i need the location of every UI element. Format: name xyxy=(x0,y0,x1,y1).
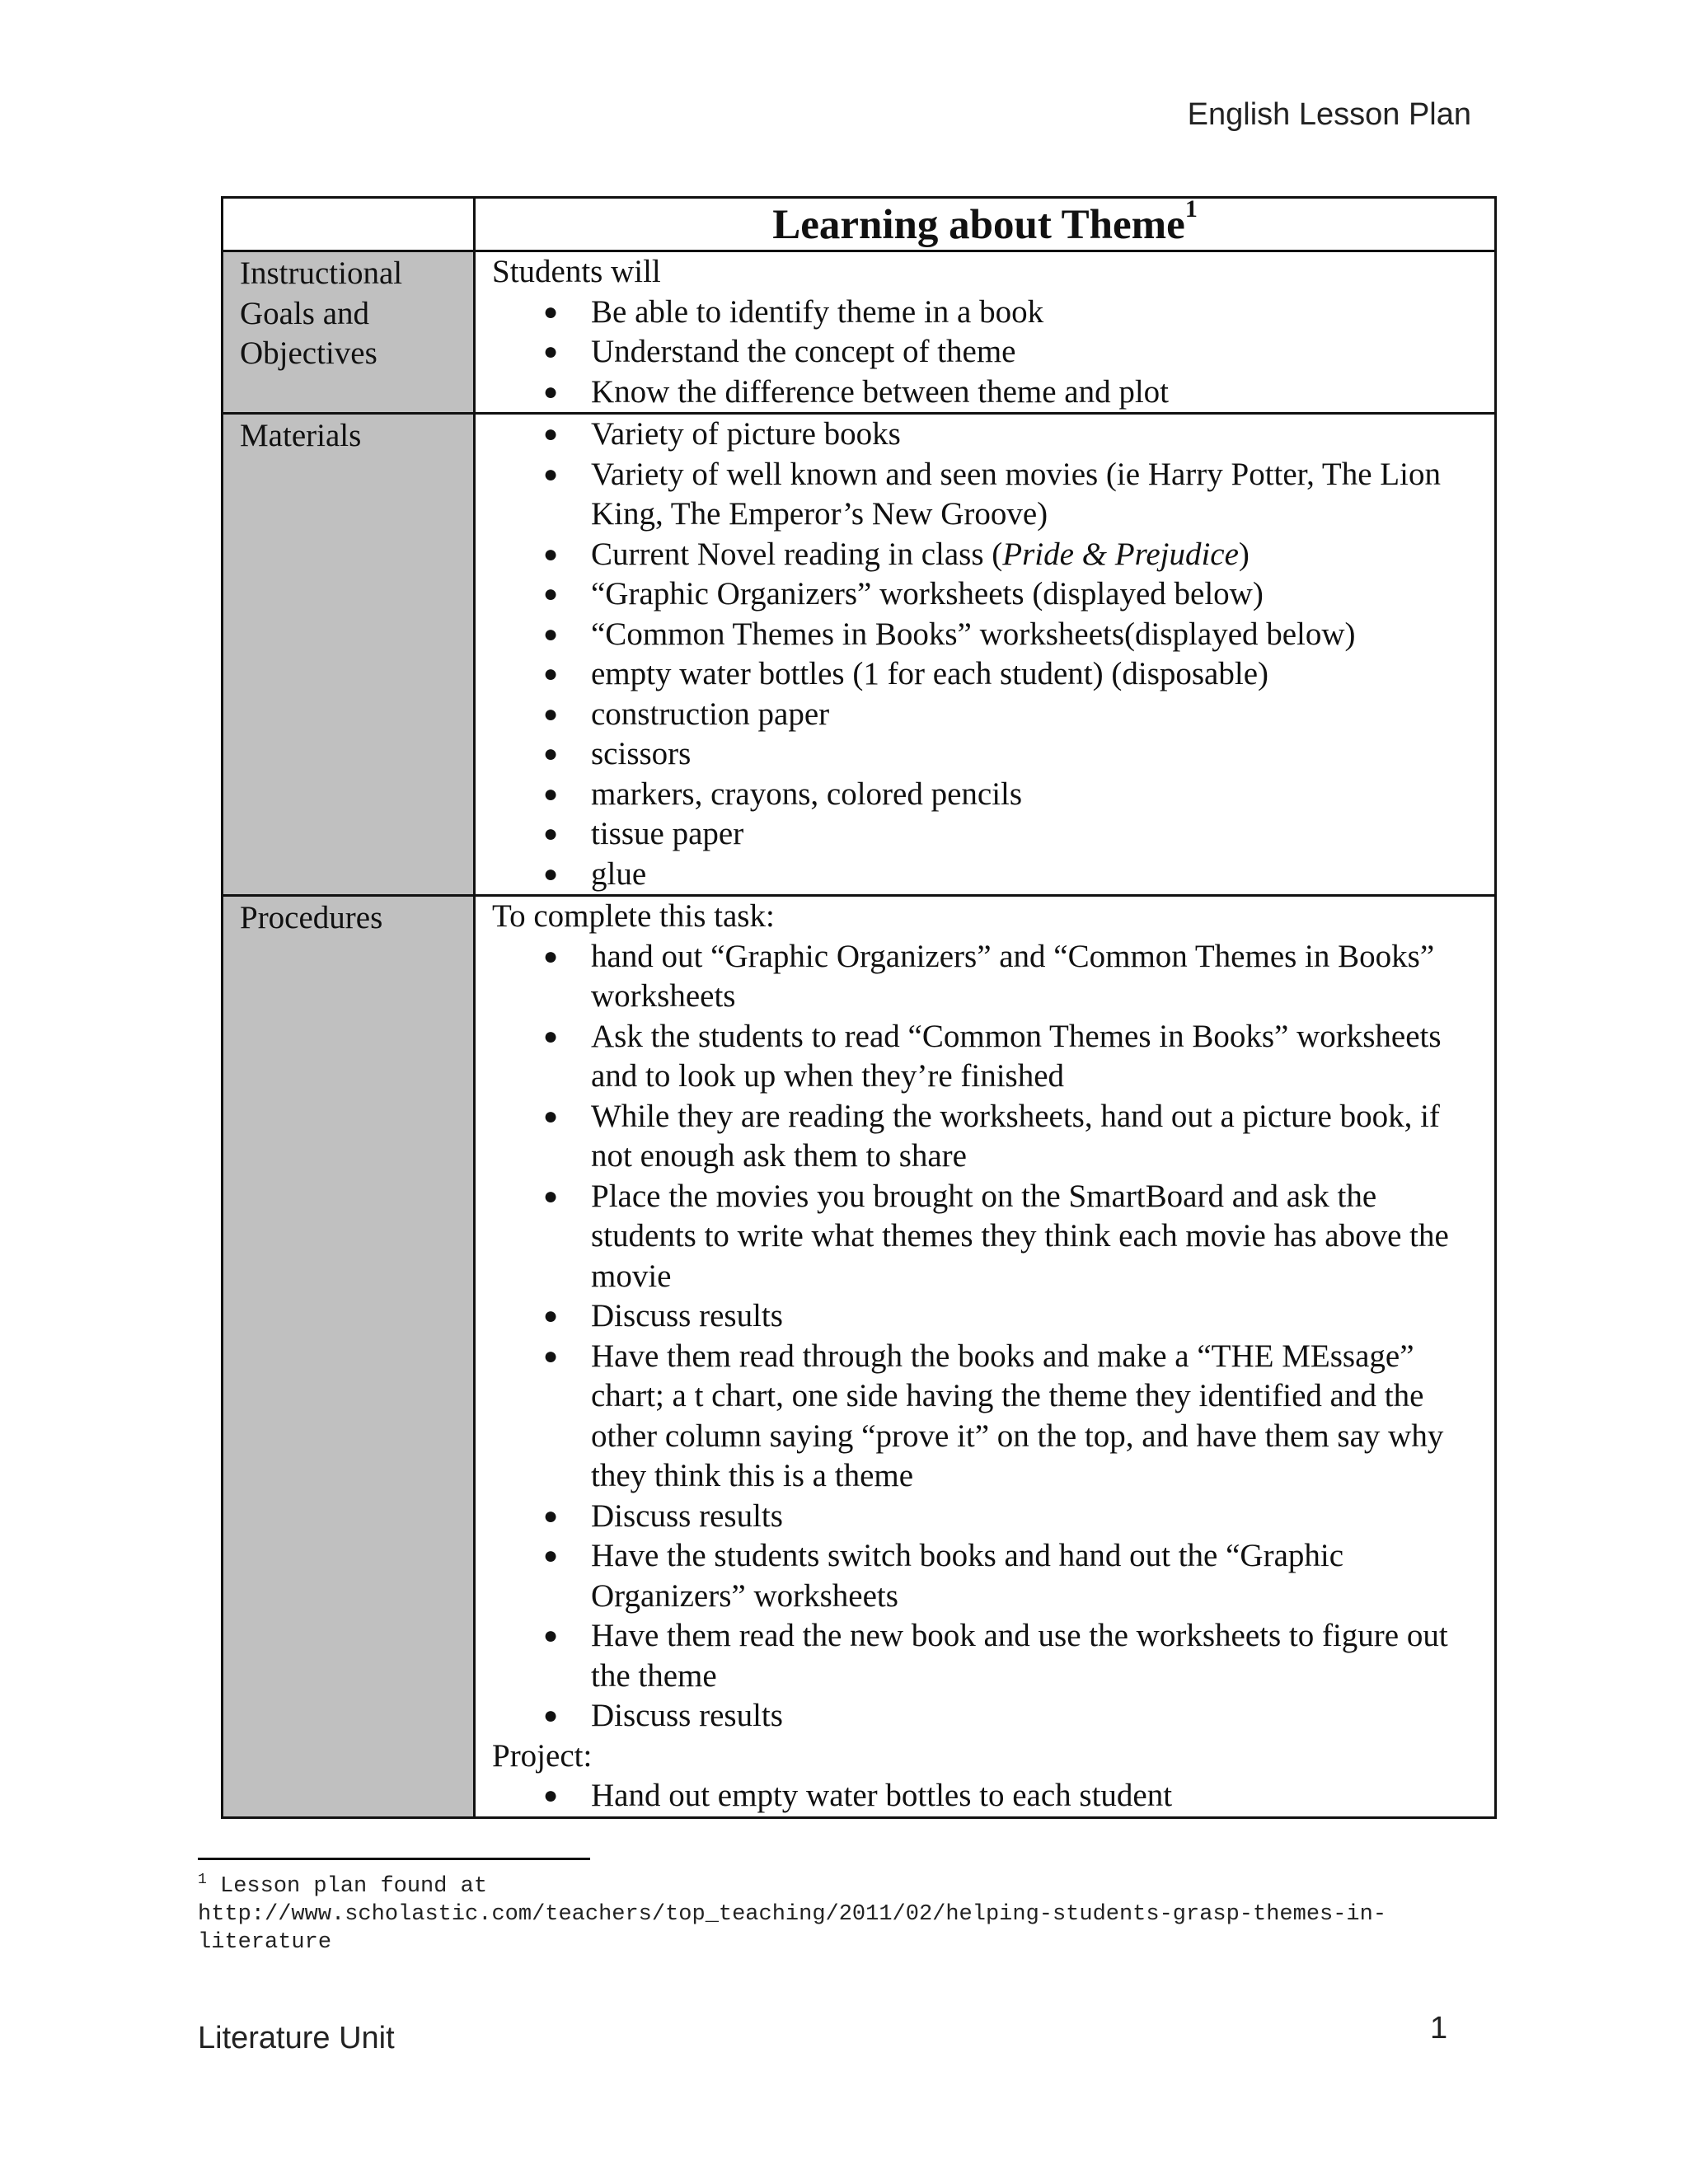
materials-list xyxy=(492,415,1486,894)
list-item: ● markers, crayons, colored pencils xyxy=(492,775,1486,815)
bullet-icon: ● xyxy=(543,660,559,687)
bullet-icon: ● xyxy=(543,1542,559,1569)
bullet-icon: ● xyxy=(543,780,559,808)
procedures-list xyxy=(492,937,1486,1736)
goals-label-cell xyxy=(223,251,475,414)
footnote xyxy=(198,1872,1484,1957)
lesson-title-cell xyxy=(475,195,1496,251)
bullet-icon: ● xyxy=(543,1302,559,1329)
bullet-icon: ● xyxy=(543,580,559,607)
bullet-icon: ● xyxy=(543,1782,559,1809)
list-item: ● empty water bottles (1 for each student) (disposable) xyxy=(492,654,1486,695)
lesson-title: Learning about Theme xyxy=(772,202,1185,248)
list-item: ● scissors xyxy=(492,734,1486,775)
list-item: ● “Graphic Organizers” worksheets (displayed below) xyxy=(492,574,1486,615)
list-item: ● Variety of picture books xyxy=(492,415,1486,455)
goals-label xyxy=(240,254,473,374)
list-item: ● Current Novel reading in class (Pride & Prejudice) xyxy=(492,535,1486,575)
goals-label-line: Objectives xyxy=(240,335,377,371)
bullet-icon: ● xyxy=(543,1622,559,1649)
list-item: ● Place the movies you brought on the SmartBoard and ask the students to write what themes they think each movie has above the movie xyxy=(543,1178,1449,1294)
materials-label: Materials xyxy=(240,418,362,453)
materials-label-cell xyxy=(223,414,475,896)
bullet-icon: ● xyxy=(543,740,559,767)
list-item: ● Variety of well known and seen movies (ie Harry Potter, The Lion King, The Emperor’s New Groove) xyxy=(543,456,1441,532)
bullet-icon: ● xyxy=(543,1182,559,1210)
bullet-icon: ● xyxy=(543,700,559,728)
procedures-label-cell xyxy=(223,896,475,1818)
bullet-icon: ● xyxy=(543,820,559,847)
novel-title: Pride & Prejudice xyxy=(1002,536,1239,572)
list-item: ● Discuss results xyxy=(492,1696,1486,1736)
procedures-label: Procedures xyxy=(240,900,383,935)
title-row xyxy=(223,198,1496,251)
list-item: ● While they are reading the worksheets, hand out a picture book, if not enough ask them to share xyxy=(543,1098,1440,1174)
bullet-icon: ● xyxy=(543,1502,559,1530)
bullet-icon: ● xyxy=(543,1702,559,1729)
bullet-icon: ● xyxy=(543,1342,559,1370)
list-item: ● Discuss results xyxy=(492,1497,1486,1537)
list-item: ● Know the difference between theme and plot xyxy=(492,373,1486,413)
list-item: ● Hand out empty water bottles to each student xyxy=(492,1776,1486,1816)
materials-content-cell xyxy=(475,414,1496,896)
goals-list xyxy=(492,293,1486,413)
list-item: ● glue xyxy=(492,855,1486,895)
procedures-intro: To complete this task: xyxy=(492,898,775,934)
title-footnote-ref[interactable]: 1 xyxy=(1184,195,1198,223)
goals-content-cell xyxy=(475,251,1496,414)
bullet-icon: ● xyxy=(543,338,559,365)
list-item: ● hand out “Graphic Organizers” and “Common Themes in Books” worksheets xyxy=(543,938,1435,1014)
footer-title: Literature Unit xyxy=(198,2021,395,2055)
list-item: ● Understand the concept of theme xyxy=(492,332,1486,373)
bullet-icon: ● xyxy=(543,540,559,568)
list-item: ● Discuss results xyxy=(492,1296,1486,1337)
title-blank-cell xyxy=(223,198,475,251)
footnote-divider xyxy=(198,1858,590,1860)
bullet-icon: ● xyxy=(543,942,559,970)
goals-label-line: Goals and xyxy=(240,295,370,331)
procedures-content-cell xyxy=(475,896,1496,1818)
page-number: 1 xyxy=(1430,2011,1448,2046)
list-item: ● “Common Themes in Books” worksheets(displayed below) xyxy=(492,615,1486,655)
footnote-text: Lesson plan found at xyxy=(220,1874,488,1899)
lesson-plan-table xyxy=(221,196,1497,1819)
running-header: English Lesson Plan xyxy=(1187,97,1471,132)
goals-row xyxy=(223,251,1496,414)
footnote-number: 1 xyxy=(198,1872,207,1888)
footnote-url[interactable]: http://www.scholastic.com/teachers/top_teaching/2011/02/helping-students-grasp-themes-in-literature xyxy=(198,1902,1387,1955)
bullet-icon: ● xyxy=(543,420,559,448)
materials-row xyxy=(223,414,1496,896)
list-item: ● tissue paper xyxy=(492,814,1486,855)
goals-label-line: Instructional xyxy=(240,255,403,291)
project-label: Project: xyxy=(492,1737,593,1774)
list-item: ● Have them read the new book and use the worksheets to figure out the theme xyxy=(543,1618,1448,1694)
list-item: ● Be able to identify theme in a book xyxy=(492,293,1486,333)
bullet-icon: ● xyxy=(543,1022,559,1050)
list-item: ● construction paper xyxy=(492,695,1486,735)
list-item: ● Have the students switch books and hand out the “Graphic Organizers” worksheets xyxy=(543,1538,1344,1614)
project-list xyxy=(492,1776,1486,1816)
bullet-icon: ● xyxy=(543,460,559,488)
bullet-icon: ● xyxy=(543,620,559,648)
bullet-icon: ● xyxy=(543,1102,559,1130)
bullet-icon: ● xyxy=(543,860,559,888)
list-item: ● Have them read through the books and make a “THE MEssage” chart; a t chart, one side having the theme they identified and the other column saying “prove it” on the top, and have them say why they think this is a theme xyxy=(543,1338,1444,1493)
goals-intro: Students will xyxy=(492,254,661,289)
list-item: ● Ask the students to read “Common Themes in Books” worksheets and to look up when they’re finished xyxy=(543,1018,1442,1094)
procedures-row xyxy=(223,896,1496,1818)
bullet-icon: ● xyxy=(543,377,559,405)
bullet-icon: ● xyxy=(543,298,559,326)
